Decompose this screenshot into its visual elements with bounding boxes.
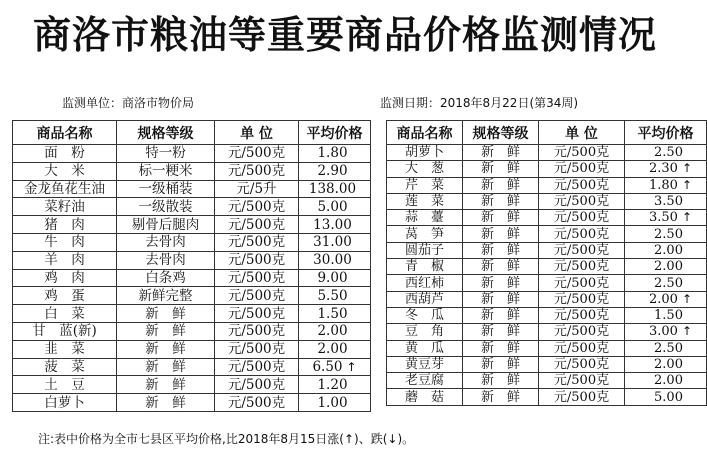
cell-price [299,198,371,216]
cell-name: 圆茄子 [387,242,463,258]
price-value: 5.50 [317,287,348,304]
price-value: 31.00 [313,234,352,251]
table-header-row [13,121,371,145]
cell-name: 老豆腐 [387,373,463,389]
cell-unit: 元/500克 [539,242,625,258]
cell-price [625,145,707,161]
cell-price [299,180,371,198]
cell-spec: 标一粳米 [117,162,215,180]
price-up-arrow-icon: ↑ [681,291,692,306]
table-row [13,269,371,287]
cell-name: 金龙鱼花生油 [13,180,117,198]
cell-name: 冬 瓜 [387,307,463,323]
cell-price [625,259,707,275]
cell-spec: 新 鲜 [117,376,215,394]
price-value: 1.80 [317,145,348,162]
cell-price [625,275,707,291]
price-value: 2.50 [654,340,683,356]
price-up-arrow-icon: ↑ [681,161,692,176]
cell-unit: 元/500克 [539,259,625,275]
cell-price [625,177,707,193]
cell-unit: 元/500克 [215,322,299,340]
table-row [387,242,707,258]
cell-spec: 新 鲜 [117,340,215,358]
cell-unit: 元/500克 [215,233,299,251]
cell-name: 莲 菜 [387,193,463,209]
cell-unit: 元/500克 [539,275,625,291]
cell-price [299,340,371,358]
cell-spec: 一级散装 [117,198,215,216]
cell-price [625,161,707,177]
header-price: 平均价格 [299,121,371,145]
table-row [387,373,707,389]
cell-unit: 元/500克 [215,358,299,376]
table-row [13,145,371,163]
cell-price [299,305,371,323]
cell-price [299,376,371,394]
table-row [387,193,707,209]
cell-spec: 新 鲜 [117,305,215,323]
table-row [13,216,371,234]
cell-name: 白萝卜 [13,394,117,412]
cell-spec: 新 鲜 [463,324,539,340]
cell-spec: 新 鲜 [463,307,539,323]
price-value: 5.00 [317,198,348,215]
table-row [13,394,371,412]
cell-spec: 剔骨后腿肉 [117,216,215,234]
table-row [387,161,707,177]
page-title: 商洛市粮油等重要商品价格监测情况 [32,13,657,57]
cell-name: 甘 蓝(新) [13,322,117,340]
cell-unit: 元/500克 [215,287,299,305]
header-name: 商品名称 [13,121,117,145]
price-value: 1.50 [317,305,348,322]
cell-unit: 元/500克 [539,210,625,226]
price-value: 2.50 [654,275,683,291]
cell-price [625,226,707,242]
cell-unit: 元/500克 [215,198,299,216]
cell-name: 芹 菜 [387,177,463,193]
cell-name: 鸡 蛋 [13,287,117,305]
header-spec: 规格等级 [463,121,539,145]
cell-name: 豆 角 [387,324,463,340]
table-row [387,226,707,242]
table-row [13,287,371,305]
cell-name: 牛 肉 [13,233,117,251]
price-value: 2.00 [654,259,683,275]
header-unit: 单 位 [215,121,299,145]
price-value: 9.00 [317,269,348,286]
cell-spec: 新 鲜 [463,373,539,389]
price-value: 2.00 [317,341,348,358]
price-up-arrow-icon: ↑ [346,359,357,374]
cell-spec: 新 鲜 [463,389,539,405]
table-row [387,259,707,275]
cell-price [625,373,707,389]
cell-price [299,394,371,412]
cell-spec: 白条鸡 [117,269,215,287]
table-row [387,177,707,193]
table-row [13,305,371,323]
cell-unit: 元/500克 [539,340,625,356]
cell-name: 土 豆 [13,376,117,394]
cell-price [625,389,707,405]
header-name: 商品名称 [387,121,463,145]
cell-name: 莴 笋 [387,226,463,242]
cell-unit: 元/500克 [215,216,299,234]
cell-price [625,307,707,323]
table-row [13,233,371,251]
cell-unit: 元/500克 [539,161,625,177]
price-value: 2.00 [317,323,348,340]
table-row [13,198,371,216]
price-value: 1.20 [317,376,348,393]
cell-spec: 新鲜完整 [117,287,215,305]
table-row [387,356,707,372]
cell-spec: 新 鲜 [463,161,539,177]
cell-spec: 新 鲜 [463,210,539,226]
price-value: 30.00 [313,252,352,269]
header-unit: 单 位 [539,121,625,145]
table-row [13,322,371,340]
cell-unit: 元/500克 [215,376,299,394]
cell-unit: 元/500克 [539,226,625,242]
monitor-date: 监测日期：2018年8月22日(第34周) [380,96,579,110]
cell-price [299,287,371,305]
cell-unit: 元/500克 [215,251,299,269]
cell-name: 菠 菜 [13,358,117,376]
price-table-right [386,120,707,406]
cell-spec: 新 鲜 [117,394,215,412]
price-value: 2.30 [648,161,678,177]
table-row [387,324,707,340]
cell-spec: 新 鲜 [463,145,539,161]
cell-price [299,162,371,180]
price-value: 3.50 [654,194,683,210]
cell-spec: 去骨肉 [117,251,215,269]
cell-name: 西葫芦 [387,291,463,307]
price-value: 2.50 [654,226,683,242]
price-value: 1.50 [654,308,683,324]
cell-price [299,322,371,340]
price-value: 13.00 [313,216,352,233]
price-value: 6.50 [312,358,343,375]
monitor-unit: 监测单位：商洛市物价局 [62,96,195,110]
price-value: 3.00 [648,324,678,340]
cell-spec: 新 鲜 [463,275,539,291]
cell-name: 羊 肉 [13,251,117,269]
cell-unit: 元/500克 [539,177,625,193]
cell-name: 蘑 菇 [387,389,463,405]
table-row [13,358,371,376]
cell-unit: 元/500克 [215,162,299,180]
table-row [13,376,371,394]
cell-unit: 元/500克 [215,269,299,287]
price-up-arrow-icon: ↑ [681,324,692,339]
cell-unit: 元/500克 [539,145,625,161]
cell-spec: 新 鲜 [463,356,539,372]
header-spec: 规格等级 [117,121,215,145]
cell-price [625,324,707,340]
cell-spec: 新 鲜 [117,322,215,340]
cell-name: 白 菜 [13,305,117,323]
table-row [13,180,371,198]
cell-name: 猪 肉 [13,216,117,234]
cell-price [299,233,371,251]
table-row [387,210,707,226]
cell-spec: 特一粉 [117,145,215,163]
cell-spec: 一级桶装 [117,180,215,198]
cell-price [625,193,707,209]
cell-name: 韭 菜 [13,340,117,358]
cell-unit: 元/500克 [539,324,625,340]
cell-unit: 元/500克 [215,394,299,412]
price-up-arrow-icon: ↑ [681,210,692,225]
table-row [387,145,707,161]
cell-price [299,269,371,287]
cell-price [625,356,707,372]
cell-spec: 新 鲜 [117,358,215,376]
cell-spec: 新 鲜 [463,226,539,242]
cell-name: 大 葱 [387,161,463,177]
price-value: 138.00 [308,180,357,197]
cell-name: 黄 瓜 [387,340,463,356]
cell-name: 鸡 肉 [13,269,117,287]
cell-unit: 元/500克 [539,389,625,405]
cell-price [299,145,371,163]
cell-name: 菜籽油 [13,198,117,216]
cell-spec: 去骨肉 [117,233,215,251]
cell-unit: 元/500克 [539,373,625,389]
table-row [387,291,707,307]
cell-price [625,291,707,307]
price-value: 2.00 [654,373,683,389]
price-value: 2.90 [317,163,348,180]
cell-unit: 元/500克 [539,291,625,307]
cell-spec: 新 鲜 [463,193,539,209]
table-row [13,340,371,358]
price-value: 2.00 [648,291,678,307]
table-row [387,275,707,291]
cell-unit: 元/500克 [539,356,625,372]
cell-unit: 元/500克 [215,340,299,358]
cell-price [625,210,707,226]
price-value: 1.00 [317,394,348,411]
price-value: 5.00 [654,389,683,405]
cell-price [625,340,707,356]
price-value: 2.50 [654,145,683,161]
cell-name: 青 椒 [387,259,463,275]
cell-name: 大 米 [13,162,117,180]
cell-name: 面 粉 [13,145,117,163]
cell-unit: 元/5升 [215,180,299,198]
cell-spec: 新 鲜 [463,177,539,193]
cell-price [299,216,371,234]
header-price: 平均价格 [625,121,707,145]
price-value: 2.00 [654,242,683,258]
cell-unit: 元/500克 [215,145,299,163]
price-up-arrow-icon: ↑ [681,177,692,192]
price-value: 3.50 [648,210,678,226]
price-value: 1.80 [648,177,678,193]
table-row [387,389,707,405]
cell-name: 黄豆芽 [387,356,463,372]
price-table-left [12,120,371,412]
cell-spec: 新 鲜 [463,291,539,307]
cell-spec: 新 鲜 [463,242,539,258]
price-value: 2.00 [654,357,683,372]
cell-unit: 元/500克 [539,307,625,323]
footnote: 注:表中价格为全市七县区平均价格,比2018年8月15日涨(↑)、跌(↓)。 [38,432,415,446]
table-row [13,162,371,180]
cell-spec: 新 鲜 [463,340,539,356]
cell-name: 蒜 薹 [387,210,463,226]
table-row [387,340,707,356]
table-row [13,251,371,269]
cell-price [299,358,371,376]
cell-unit: 元/500克 [215,305,299,323]
cell-unit: 元/500克 [539,193,625,209]
cell-price [299,251,371,269]
table-header-row [387,121,707,145]
table-row [387,307,707,323]
cell-name: 西红柿 [387,275,463,291]
cell-spec: 新 鲜 [463,259,539,275]
cell-price [625,242,707,258]
cell-name: 胡萝卜 [387,145,463,161]
